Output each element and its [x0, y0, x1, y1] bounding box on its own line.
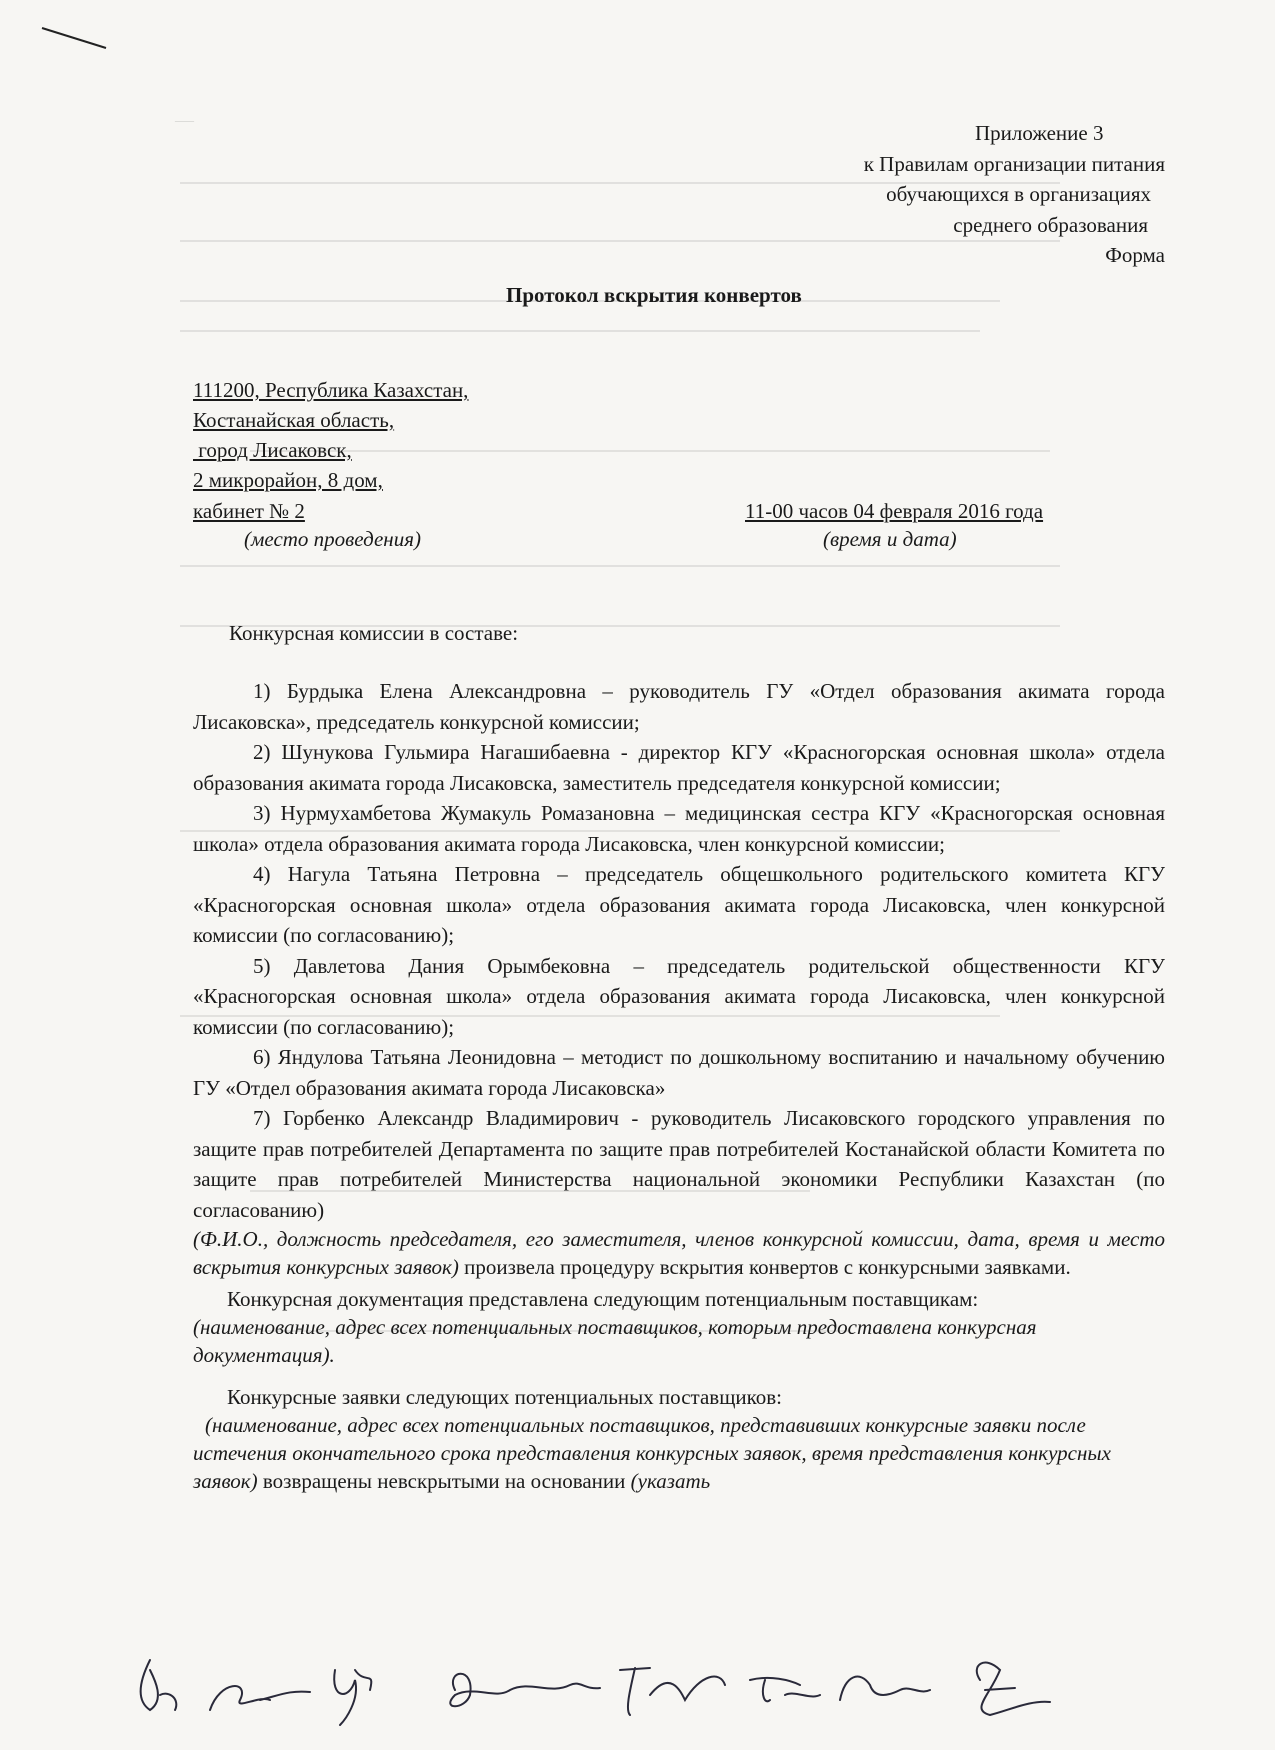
procedure-italic: (Ф.И.О., должность председателя, его заместителя, членов конкурсной комиссии, дата, время и место вскрытия конкурсных заявок) [193, 1227, 1165, 1279]
signature-8 [977, 1663, 1050, 1715]
bleed-through-text: — [0, 0, 1275, 1750]
rules-line-3: среднего образования [953, 213, 1148, 237]
address-line-2: Костанайская область, [193, 408, 395, 432]
signature-7 [840, 1677, 930, 1700]
signature-4 [450, 1674, 600, 1707]
documentation-italic: (наименование, адрес всех потенциальных поставщиков, которым предоставлена конкурсная документация). [193, 1315, 1037, 1367]
member-item: 5) Давлетова Дания Орымбековна – председатель родительской общественности КГУ «Красногорская основная школа» отдела образования акимата города Лисаковска, член конкурсной комиссии (по согласованию); [193, 953, 1165, 1039]
late-bids-italic2: (указать [630, 1469, 711, 1493]
commission-members [193, 676, 1165, 1495]
commission-intro: Конкурсная комиссии в составе: [229, 621, 519, 645]
address-line-1: 111200, Республика Казахстан, [193, 378, 469, 402]
form-label: Форма [1105, 243, 1165, 267]
procedure-text: произвела процедуру вскрытия конвертов с конкурсными заявками. [458, 1255, 1071, 1279]
late-bids-italic: (наименование, адрес всех потенциальных поставщиков, представивших конкурсные заявки после истечения окончательного срока представления конкурсных заявок, время представления конкурсных заявок) [193, 1413, 1111, 1493]
datetime-caption: (время и дата) [823, 527, 957, 551]
signature-2 [210, 1686, 310, 1710]
late-bids-paragraph [193, 1411, 1165, 1495]
signature-3 [334, 1670, 371, 1725]
member-item: 4) Нагула Татьяна Петровна – председатель общешкольного родительского комитета КГУ «Красногорская основная школа» отдела образования акимата города Лисаковска, член конкурсной комиссии (по согласованию); [193, 862, 1165, 947]
late-bids-text: Конкурсные заявки следующих потенциальных поставщиков: [227, 1385, 782, 1409]
member-item: 1) Бурдыка Елена Александровна – руководитель ГУ «Отдел образования акимата города Лисаковска», председатель конкурсной комиссии; [193, 679, 1165, 734]
signatures [110, 1640, 1210, 1730]
rules-line-1: к Правилам организации питания [863, 152, 1165, 176]
signature-6 [750, 1678, 820, 1701]
rules-line-2: обучающихся в организациях [886, 182, 1151, 206]
documentation-text: Конкурсная документация представлена следующим потенциальным поставщикам: [227, 1287, 979, 1311]
address-line-4: 2 микрорайон, 8 дом, [193, 468, 383, 492]
member-item: 6) Яндулова Татьяна Леонидовна – методист по дошкольному воспитанию и начальному обучению ГУ «Отдел образования акимата города Лисаковска» [193, 1045, 1165, 1100]
page-title: Протокол вскрытия конвертов [506, 283, 802, 307]
address-line-5: кабинет № 2 [193, 499, 305, 523]
datetime-value: 11-00 часов 04 февраля 2016 года [745, 499, 1044, 523]
member-item: 7) Горбенко Александр Владимирович - руководитель Лисаковского городского управления по защите прав потребителей Департамента по защите прав потребителей Костанайской области Комитета по защите прав потребителей Министерства национальной экономики Республики Казахстан (по согласованию) [193, 1106, 1165, 1222]
address-line-3: город Лисаковск, [193, 438, 352, 462]
signature-5 [620, 1668, 725, 1715]
late-bids-text2: возвращены невскрытыми на основании [257, 1469, 631, 1493]
signature-1 [141, 1660, 177, 1710]
member-item: 2) Шунукова Гульмира Нагашибаевна - директор КГУ «Красногорская основная школа» отдела образования акимата города Лисаковска, заместитель председателя конкурсной комиссии; [193, 740, 1165, 795]
appendix-label: Приложение 3 [975, 121, 1104, 145]
member-item: 3) Нурмухамбетова Жумакуль Ромазановна – медицинская сестра КГУ «Красногорская основная школа» отдела образования акимата города Лисаковска, член конкурсной комиссии; [193, 801, 1165, 856]
procedure-paragraph [193, 1225, 1165, 1281]
pen-stroke-mark [40, 22, 110, 52]
place-caption: (место проведения) [244, 527, 421, 551]
